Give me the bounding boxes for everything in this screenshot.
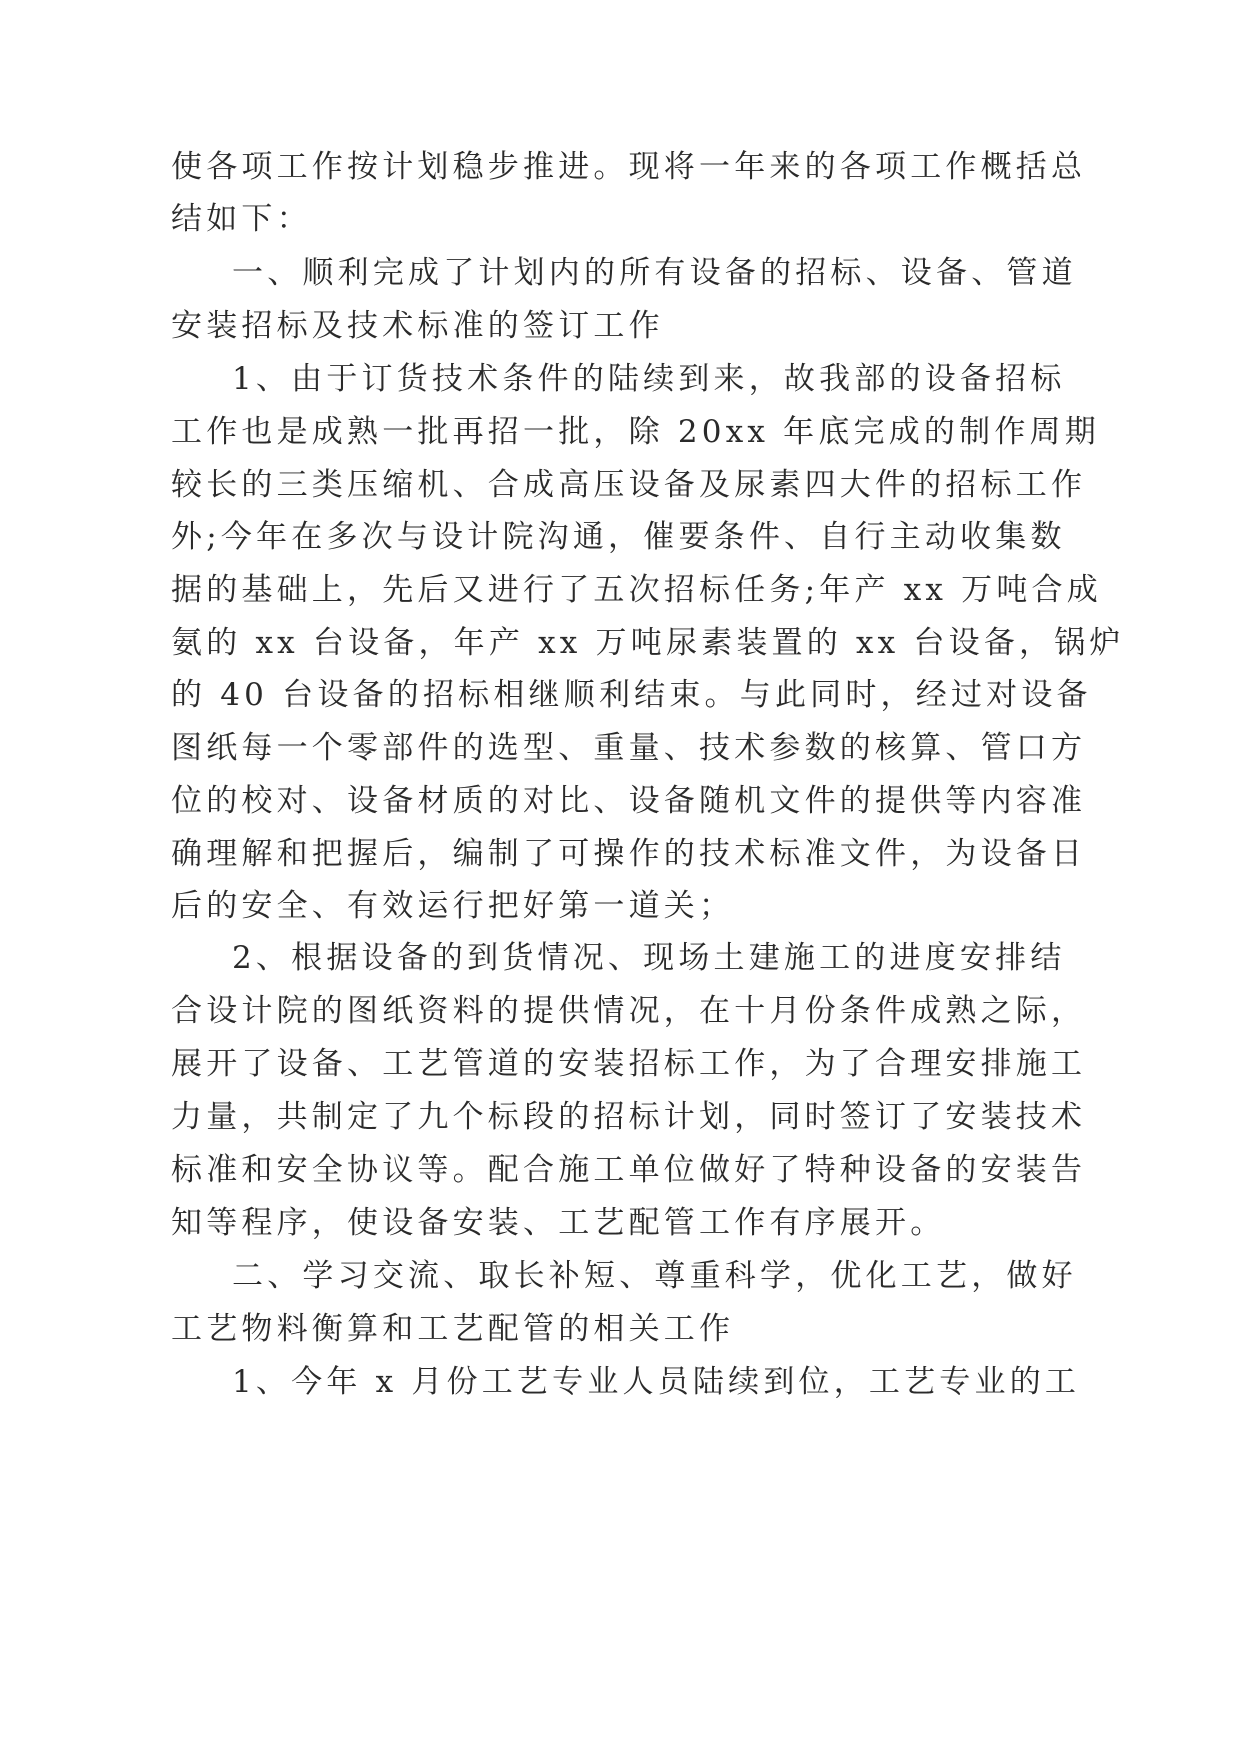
text-line: 展开了设备、工艺管道的安装招标工作，为了合理安排施工	[171, 1046, 1087, 1082]
section-heading-line: 安装招标及技术标准的签订工作	[171, 308, 664, 344]
text-line: 据的基础上，先后又进行了五次招标任务;年产 xx 万吨合成	[171, 572, 1102, 608]
section-heading-line: 工艺物料衡算和工艺配管的相关工作	[171, 1311, 735, 1347]
text-line: 位的校对、设备材质的对比、设备随机文件的提供等内容准	[171, 783, 1087, 819]
text-line: 知等程序，使设备安装、工艺配管工作有序展开。	[171, 1205, 946, 1241]
text-line: 后的安全、有效运行把好第一道关；	[171, 888, 735, 924]
text-line: 图纸每一个零部件的选型、重量、技术参数的核算、管口方	[171, 730, 1087, 766]
text-line: 力量，共制定了九个标段的招标计划，同时签订了安装技术	[171, 1099, 1087, 1135]
text-line: 1、由于订货技术条件的陆续到来，故我部的设备招标	[232, 361, 1066, 397]
text-line: 外;今年在多次与设计院沟通，催要条件、自行主动收集数	[171, 519, 1066, 555]
text-line: 氨的 xx 台设备，年产 xx 万吨尿素装置的 xx 台设备，锅炉	[171, 625, 1125, 661]
text-line: 确理解和把握后，编制了可操作的技术标准文件，为设备日	[171, 836, 1087, 872]
text-line: 的 40 台设备的招标相继顺利结束。与此同时，经过对设备	[171, 677, 1092, 713]
text-line: 使各项工作按计划稳步推进。现将一年来的各项工作概括总	[171, 149, 1087, 185]
text-line: 结如下：	[171, 201, 312, 237]
text-line: 工作也是成熟一批再招一批，除 20xx 年底完成的制作周期	[171, 414, 1100, 450]
text-line: 较长的三类压缩机、合成高压设备及尿素四大件的招标工作	[171, 467, 1087, 503]
text-line: 2、根据设备的到货情况、现场土建施工的进度安排结	[232, 940, 1066, 976]
text-line: 1、今年 x 月份工艺专业人员陆续到位，工艺专业的工	[232, 1364, 1081, 1400]
text-line: 标准和安全协议等。配合施工单位做好了特种设备的安装告	[171, 1152, 1087, 1188]
section-heading-line: 二、学习交流、取长补短、尊重科学，优化工艺，做好	[232, 1258, 1077, 1294]
text-line: 合设计院的图纸资料的提供情况，在十月份条件成熟之际，	[171, 993, 1087, 1029]
section-heading-line: 一、顺利完成了计划内的所有设备的招标、设备、管道	[232, 255, 1077, 291]
